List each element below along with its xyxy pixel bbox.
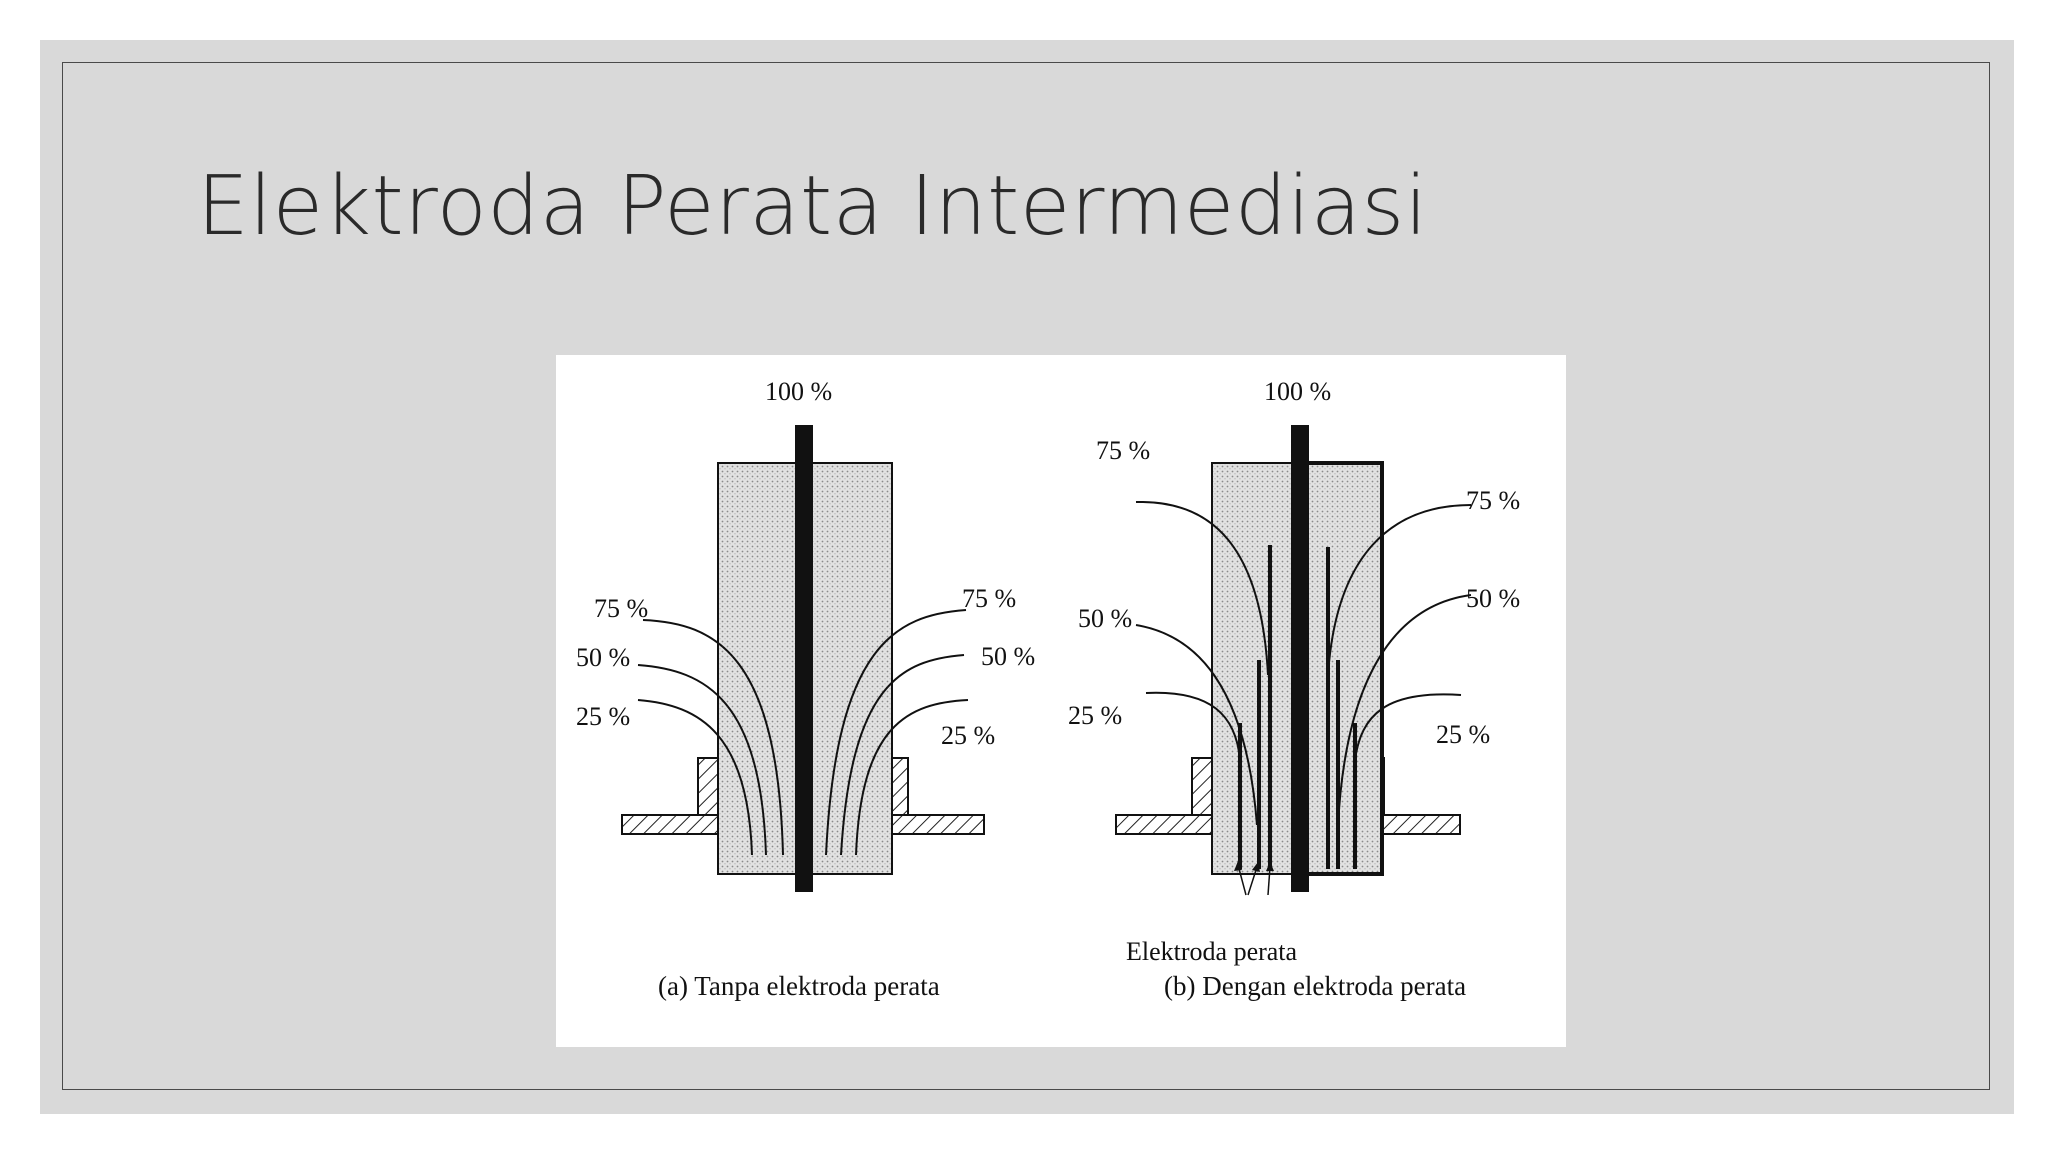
panel-a	[576, 377, 1035, 1001]
panel-a-top-label: 100 %	[765, 377, 833, 406]
diagram-figure	[556, 355, 1566, 1047]
slide	[40, 40, 2014, 1114]
panel-b-right-label-75: 75 %	[1466, 486, 1521, 515]
panel-b-left-label-50: 50 %	[1078, 604, 1133, 633]
flange-horizontal-right	[888, 815, 984, 834]
flange-horizontal-left	[1116, 815, 1212, 834]
panel-b	[1068, 377, 1520, 1001]
panel-a-left-label-25: 25 %	[576, 702, 631, 731]
flange-vertical-left	[698, 758, 718, 815]
panel-b-right-label-50: 50 %	[1466, 584, 1521, 613]
electrode-label: Elektroda perata	[1126, 937, 1298, 966]
panel-a-caption: (a) Tanpa elektroda perata	[658, 971, 940, 1001]
panel-b-caption: (b) Dengan elektroda perata	[1164, 971, 1467, 1001]
conductor	[795, 425, 813, 892]
panel-a-left-label-75: 75 %	[594, 594, 649, 623]
grading-electrode	[1336, 660, 1340, 869]
grading-electrode	[1257, 660, 1261, 869]
grading-electrode	[1268, 545, 1272, 869]
slide-title: Elektroda Perata Intermediasi	[197, 159, 1428, 254]
panel-a-left-label-50: 50 %	[576, 643, 631, 672]
flange-vertical-left	[1192, 758, 1212, 815]
panel-b-left-label-75: 75 %	[1096, 436, 1151, 465]
panel-b-left-label-25: 25 %	[1068, 701, 1123, 730]
conductor	[1291, 425, 1309, 892]
panel-b-top-label: 100 %	[1264, 377, 1332, 406]
panel-a-right-label-25: 25 %	[941, 721, 996, 750]
flange-horizontal-left	[622, 815, 718, 834]
panel-b-right-label-25: 25 %	[1436, 720, 1491, 749]
grading-electrode	[1326, 547, 1330, 869]
panel-a-right-label-75: 75 %	[962, 584, 1017, 613]
grading-electrode	[1353, 723, 1357, 869]
diagram-svg	[556, 355, 1566, 1047]
panel-a-right-label-50: 50 %	[981, 642, 1036, 671]
